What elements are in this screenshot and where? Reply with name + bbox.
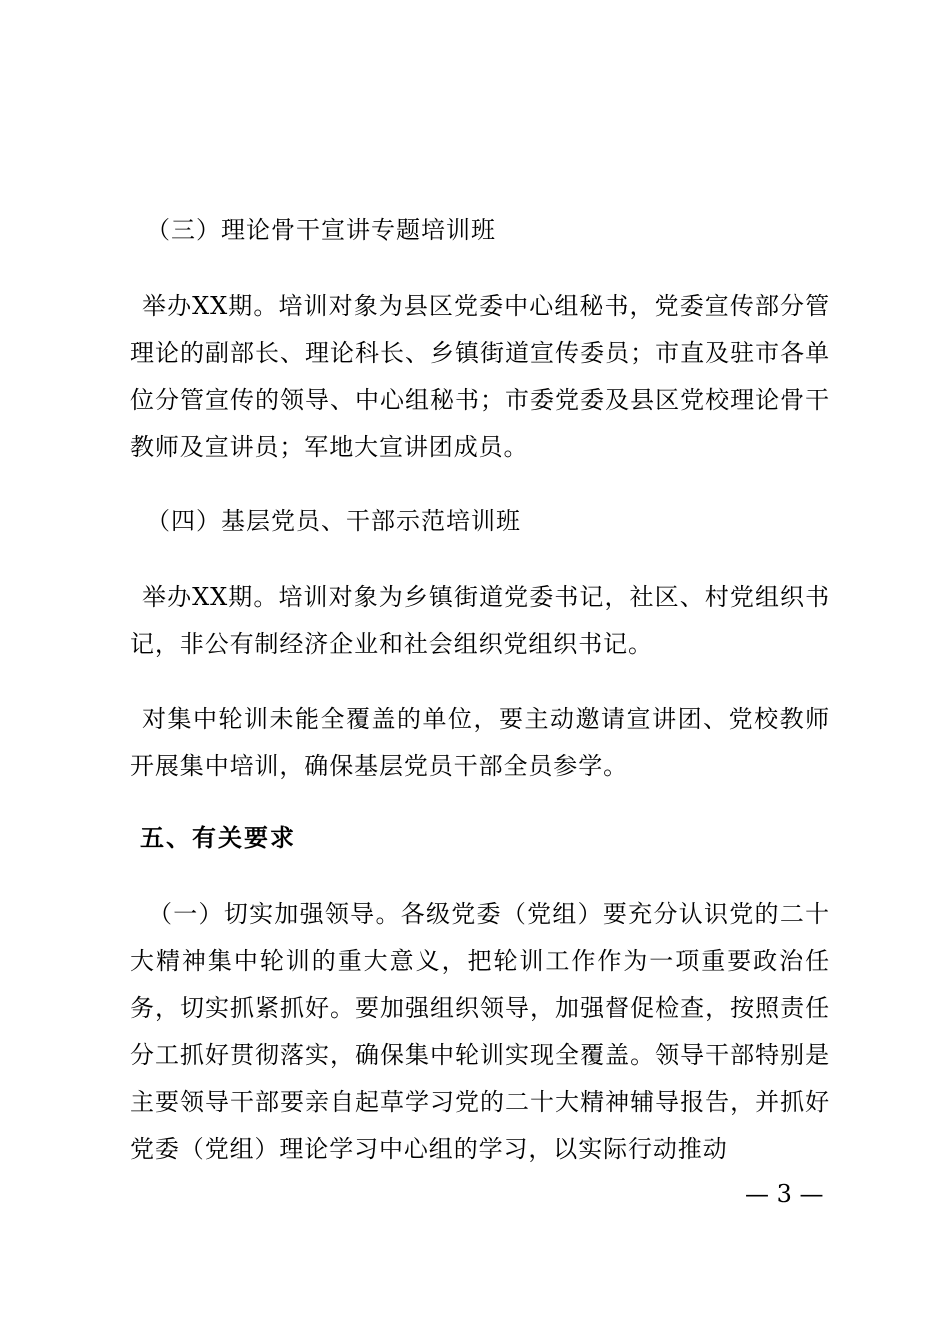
requirement-paragraph: （一）切实加强领导。各级党委（党组）要充分认识党的二十大精神集中轮训的重大意义，把轮训工作作为一项重要政治任务，切实抓紧抓好。要加强组织领导，加强督促检查，按照责任分工抓好贯彻落实，确保集中轮训实现全覆盖。领导干部特别是主要领导干部要亲自起草学习党的二十大精神辅导报告，并抓好党委（党组）理论学习中心组的学习，以实际行动推动 [130,900,830,1163]
section-three-paragraph: 举办XX期。培训对象为县区党委中心组秘书，党委宣传部分管理论的副部长、理论科长、乡镇街道宣传委员；市直及驻市各单位分管宣传的领导、中心组秘书；市委党委及县区党校理论骨干教师及宣讲员；军地大宣讲团成员。 [130,292,830,461]
chapter-heading: 五、有关要求 [140,823,296,852]
section-three-heading: （三）理论骨干宣讲专题培训班 [146,216,496,244]
section-four-paragraph-2: 对集中轮训未能全覆盖的单位，要主动邀请宣讲团、党校教师开展集中培训，确保基层党员干部全员参学。 [130,705,830,780]
section-four-paragraph: 举办XX期。培训对象为乡镇街道党委书记，社区、村党组织书记，非公有制经济企业和社会组织党组织书记。 [130,583,830,658]
page-number: — 3 — [745,1180,824,1208]
section-four-heading: （四）基层党员、干部示范培训班 [146,507,521,535]
